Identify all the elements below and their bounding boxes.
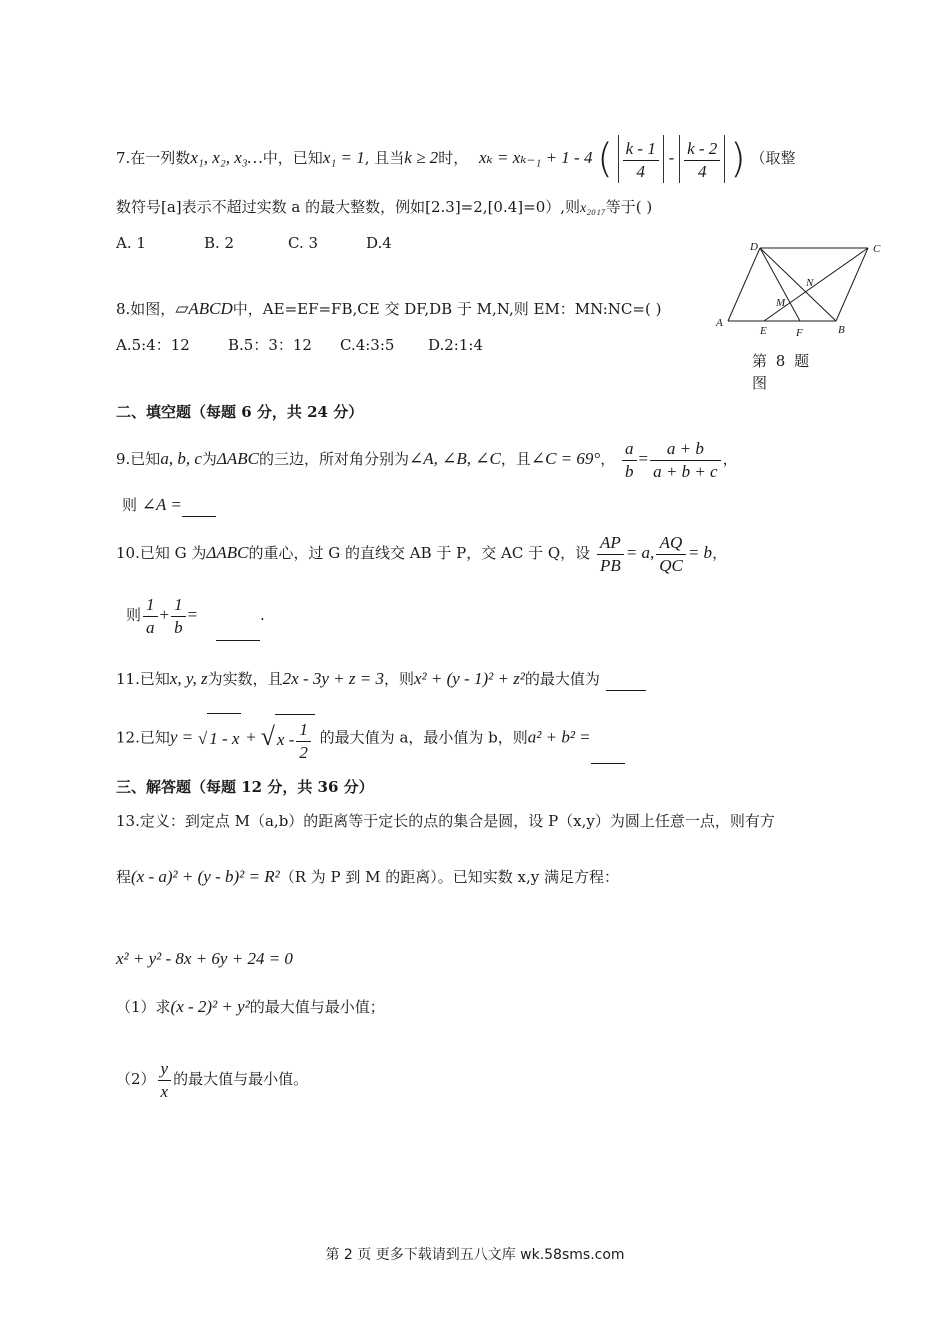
- page-footer: 第 2 页 更多下载请到五八文库 wk.58sms.com: [325, 1247, 625, 1263]
- q11-answer-blank[interactable]: [606, 668, 646, 691]
- q11-line: [116, 668, 646, 691]
- q8-options: [116, 334, 483, 356]
- q13-p2-den: x: [160, 1081, 169, 1101]
- q10-f1-den: PB: [599, 555, 621, 575]
- q7-seq: x₁, x₂, x₃…: [190, 148, 263, 167]
- q8-diag-db: [760, 248, 836, 321]
- q8-label-c: C: [873, 243, 881, 255]
- q11-t2: ，则: [383, 670, 414, 688]
- q13-line2-a: 程: [116, 868, 132, 886]
- q8-figure-caption: [752, 350, 811, 394]
- q9-line2: [122, 494, 216, 517]
- q9-line1: [116, 434, 738, 484]
- q13-p2-a: （2）: [116, 1070, 156, 1088]
- q8-figure: [712, 238, 892, 342]
- q7-prefix: 7.在一列数: [116, 149, 191, 167]
- q10-line2: [126, 590, 265, 640]
- q9-angles: ∠A, ∠B, ∠C: [408, 449, 501, 468]
- q10-eq3: =: [187, 605, 198, 624]
- q8-label-m: M: [776, 297, 786, 309]
- q10-g1-num: 1: [143, 594, 158, 617]
- q10-eq1: = a,: [625, 543, 655, 562]
- q13-equation: x² + y² - 8x + 6y + 24 = 0: [116, 949, 293, 968]
- q11-expr: x² + (y - 1)² + z²: [413, 669, 525, 688]
- q10-line1: [116, 528, 727, 578]
- q12-answer-blank[interactable]: [591, 713, 625, 764]
- q12-root2-a: x -: [276, 730, 295, 749]
- q7-mid2: , 且当: [364, 149, 405, 167]
- q9-triangle: ΔABC: [216, 449, 259, 468]
- q9-line2-a: 则: [122, 496, 138, 514]
- q7-formula-left: xₖ = xₖ₋₁ + 1 - 4: [478, 148, 593, 167]
- q13-p2-num: y: [158, 1058, 172, 1081]
- q13-part2: [116, 1054, 308, 1104]
- q8-parallelogram: ▱ABCD: [175, 299, 233, 318]
- q9-angle-a: ∠A =: [141, 495, 182, 514]
- q12-sqrt-2: √ x - $\frac{1}{2}$: [261, 712, 315, 765]
- q8-edge-da: [728, 248, 760, 321]
- q12-y-eq: y =: [169, 727, 194, 747]
- q10-line2-a: 则: [126, 606, 142, 624]
- q7-cond: k ≥ 2: [404, 148, 439, 167]
- q7-line2-a: 数符号[a]表示不超过实数 a 的最大整数，例如[2.3]=2,[0.4]=0）,则: [116, 198, 581, 216]
- q12-root2-num: 1: [296, 719, 311, 742]
- q7-paren-open: (: [597, 136, 613, 182]
- q9-frac-right-den: a + b + c: [653, 461, 718, 481]
- q7-f2-num: k - 2: [684, 138, 720, 161]
- q13-line2-b: （R 为 P 到 M 的距离）。已知实数 x,y 满足方程：: [279, 868, 620, 886]
- q9-frac-right-num: a + b: [650, 438, 721, 461]
- q13-line2: [116, 866, 619, 888]
- q7-paren-close: ): [730, 136, 746, 182]
- q11-xyz: x, y, z: [169, 669, 208, 688]
- q12-sqrt-1: √ 1 - x: [198, 713, 242, 764]
- q12-t1: 的最大值为 a，最小值为 b，则: [319, 728, 528, 747]
- q8-label-d: D: [750, 241, 758, 253]
- q10-answer-blank[interactable]: [216, 590, 260, 641]
- q12-root2-den: 2: [299, 742, 308, 762]
- q9-angle-c: ∠C = 69°: [530, 449, 601, 468]
- q10-t1: 的重心，过 G 的直线交 AB 于 P，交 AC 于 Q，设: [248, 544, 591, 562]
- q7-floor-2: [679, 135, 725, 183]
- q10-g1-den: a: [146, 617, 155, 637]
- section-3-heading: 三、解答题（每题 12 分，共 36 分）: [116, 778, 374, 796]
- q10-eq2: = b: [687, 543, 713, 562]
- q7-x2017: x₂₀₁₇: [580, 201, 606, 216]
- q7-x1: x₁ = 1: [322, 148, 365, 167]
- q10-g2-den: b: [174, 617, 183, 637]
- q10-end: .: [259, 606, 265, 624]
- q11-prefix: 11.已知: [116, 670, 170, 688]
- q8-line1: [116, 298, 661, 320]
- q9-t3: ，且: [500, 450, 531, 468]
- q12-line: [116, 712, 625, 762]
- q9-frac-left-den: b: [625, 461, 634, 481]
- q7-f1-num: k - 1: [623, 138, 659, 161]
- q7-minus: -: [668, 148, 675, 167]
- q10-triangle: ΔABC: [206, 543, 249, 562]
- q11-t3: 的最大值为: [524, 670, 600, 688]
- q7-mid1: 中，已知: [262, 149, 323, 167]
- q8-label-a: A: [716, 317, 723, 329]
- q9-prefix: 9.已知: [116, 450, 161, 468]
- q7-f1-den: 4: [636, 161, 645, 181]
- q7-option-c: C. 3: [288, 234, 319, 252]
- q10-f2-num: AQ: [656, 532, 686, 555]
- q13-line1: 13.定义：到定点 M（a,b）的距离等于定长的点的集合是圆，设 P（x,y）为圆上任意一点，则有方: [116, 812, 775, 830]
- q9-abc: a, b, c: [160, 449, 202, 468]
- q13-p1-b: 的最大值与最小值；: [249, 998, 385, 1016]
- q7-option-b: B. 2: [204, 234, 235, 252]
- q11-cond: 2x - 3y + z = 3: [282, 669, 384, 688]
- q10-plus: +: [159, 605, 170, 624]
- q7-line2: [116, 196, 652, 220]
- q9-frac-left-num: a: [622, 438, 637, 461]
- q8-option-d: D.2:1:4: [428, 336, 483, 354]
- q8-label-f: F: [796, 327, 803, 339]
- q7-options: [116, 232, 392, 254]
- q13-p1-expr: (x - 2)² + y²: [170, 997, 250, 1016]
- q13-part1: [116, 996, 385, 1018]
- q8-figure-caption-1: 第 8 题: [752, 352, 812, 370]
- q8-option-b: B.5：3：12: [228, 336, 312, 354]
- q7-option-d: D.4: [366, 234, 392, 252]
- q7-tail: （取整: [750, 149, 796, 167]
- q8-label-n: N: [806, 277, 814, 289]
- q7-floor-1: [618, 135, 664, 183]
- q8-prefix: 8.如图，: [116, 300, 176, 318]
- section-2-heading: 二、填空题（每题 6 分，共 24 分）: [116, 403, 364, 421]
- q9-t4: ，: [600, 450, 616, 468]
- q8-text: 中，AE=EF=FB,CE 交 DF,DB 于 M,N,则 EM：MN:NC=( ): [232, 300, 662, 318]
- q12-root1: 1 - x: [207, 713, 241, 764]
- q9-t5: ，: [722, 450, 738, 468]
- q10-g2-num: 1: [171, 594, 186, 617]
- q7-line1: [116, 134, 796, 182]
- q7-option-a: A. 1: [116, 234, 146, 252]
- q12-expr: a² + b² =: [527, 727, 591, 747]
- q12-prefix: 12.已知: [116, 728, 170, 747]
- q8-label-b: B: [838, 324, 845, 336]
- q10-f2-den: QC: [659, 555, 683, 575]
- q7-f2-den: 4: [697, 161, 707, 181]
- q11-t1: 为实数，且: [207, 670, 283, 688]
- q9-answer-blank[interactable]: [182, 494, 216, 517]
- q8-figure-caption-2: 图: [752, 374, 770, 392]
- q13-p2-b: 的最大值与最小值。: [173, 1070, 309, 1088]
- q12-plus: +: [246, 727, 256, 747]
- q7-line2-b: 等于( ): [605, 198, 653, 216]
- q8-option-a: A.5:4：12: [116, 336, 190, 354]
- q13-circle-eq: (x - a)² + (y - b)² = R²: [131, 867, 280, 886]
- q9-t1: 为: [201, 450, 217, 468]
- q9-eq: =: [638, 449, 649, 468]
- q10-f1-num: AP: [597, 532, 624, 555]
- q13-p1-a: （1）求: [116, 998, 171, 1016]
- q10-t2: ，: [712, 544, 728, 562]
- q8-label-e: E: [760, 325, 767, 337]
- q9-t2: 的三边，所对角分别为: [258, 450, 409, 468]
- q8-option-c: C.4:3:5: [340, 336, 395, 354]
- q7-mid3: 时，: [438, 149, 469, 167]
- q10-prefix: 10.已知 G 为: [116, 544, 207, 562]
